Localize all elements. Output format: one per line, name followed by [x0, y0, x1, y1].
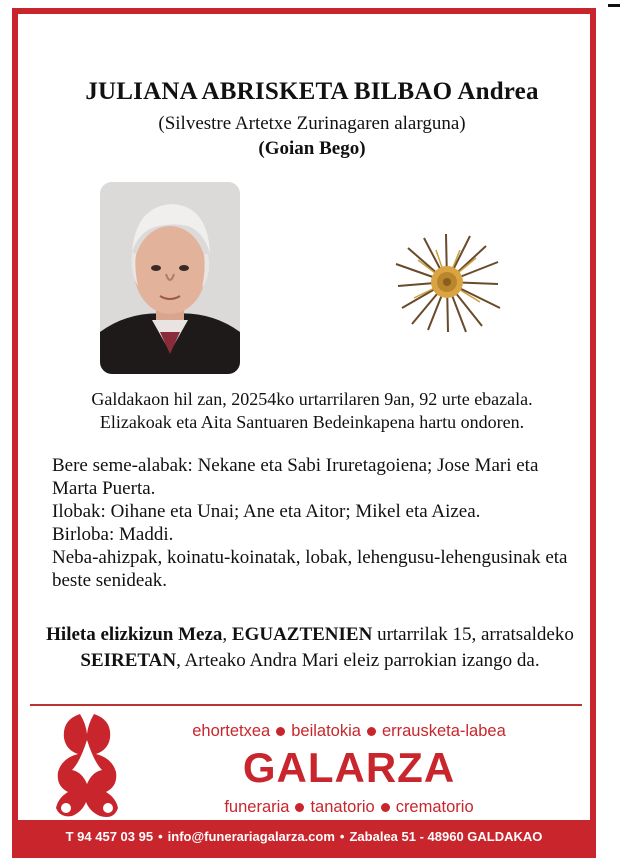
house-name: (Goian Bego) — [258, 138, 366, 159]
funeral-day: EGUAZTENIEN — [231, 624, 373, 645]
portrait-photo — [100, 182, 240, 374]
service-item: crematorio — [395, 798, 474, 816]
service-item: funeraria — [224, 798, 290, 816]
separator-dot: • — [339, 828, 345, 844]
grandchildren-line: Ilobak: Oihane eta Unai; Ane eta Aitor; Mikel eta Aizea. — [52, 501, 481, 522]
services-spanish — [140, 798, 558, 817]
relatives-line: Neba-ahizpak, koinatu-koinatak, lobak, lehengusu-lehengusinak eta beste senideak. — [52, 547, 568, 591]
funeral-text-3: , Arteako Andra Mari eleiz parrokian izango da. — [176, 650, 540, 671]
sacraments-line: Elizakoak eta Aita Santuaren Bedeinkapena hartu ondoren. — [99, 412, 525, 432]
phone-number: T 94 457 03 95 — [65, 828, 154, 844]
scan-mark — [608, 4, 620, 7]
death-details — [0, 388, 624, 434]
great-grandchild-line: Birloba: Maddi. — [52, 524, 174, 545]
service-item: beilatokia — [291, 722, 361, 740]
separator-dot: • — [158, 828, 163, 844]
street-address: Zabalea 51 - 48960 GALDAKAO — [349, 828, 543, 844]
bullet-icon — [381, 803, 390, 812]
company-brand: GALARZA — [242, 744, 456, 791]
funeral-mass-label: Hileta elizkizun Meza — [46, 624, 223, 645]
death-line: Galdakaon hil zan, 20254ko urtarrilaren 9an, 92 urte ebazala. — [91, 389, 533, 409]
funeral-hour: SEIRETAN — [80, 650, 177, 671]
bullet-icon — [367, 727, 376, 736]
services-basque — [140, 722, 558, 741]
contact-footer — [12, 820, 596, 852]
thistle-flower-image — [388, 228, 506, 336]
funeral-text-1: , — [222, 624, 232, 645]
family-list — [52, 454, 582, 592]
children-line: Bere seme-alabak: Nekane eta Sabi Iruretagoiena; Jose Mari eta Marta Puerta. — [52, 455, 539, 499]
bullet-icon — [295, 803, 304, 812]
divider — [30, 704, 582, 706]
funeral-details — [40, 622, 580, 674]
deceased-name: JULIANA ABRISKETA BILBAO Andrea — [85, 78, 539, 105]
funeral-text-2: urtarrilak 15, arratsaldeko — [372, 624, 574, 645]
widow-of-line: (Silvestre Artetxe Zurinagaren alarguna) — [158, 113, 466, 134]
service-item: errausketa-labea — [381, 722, 506, 740]
bullet-icon — [276, 727, 285, 736]
email-address: info@funerariagalarza.com — [167, 828, 335, 844]
service-item: ehortetxea — [192, 722, 271, 740]
galarza-logo — [42, 710, 132, 822]
service-item: tanatorio — [310, 798, 375, 816]
